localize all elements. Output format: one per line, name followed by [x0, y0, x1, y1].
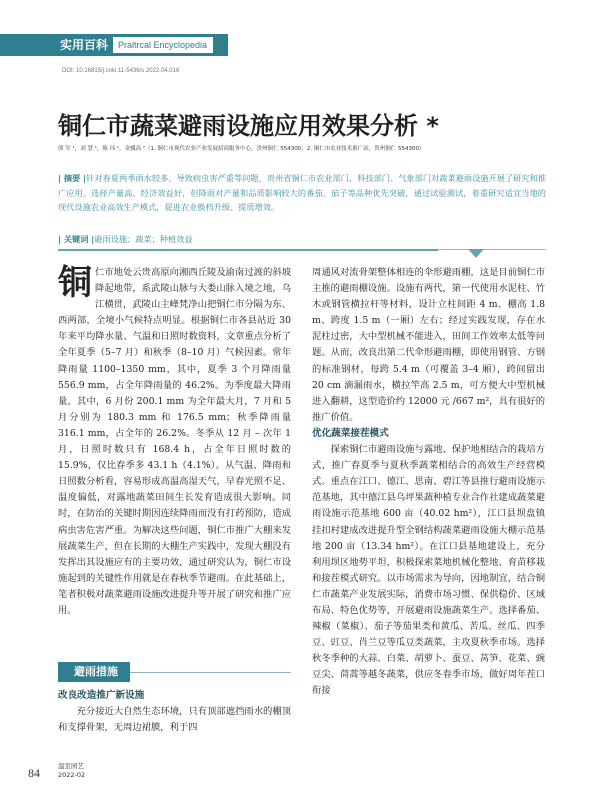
article-title: 铜仁市蔬菜避雨设施应用效果分析 *	[58, 112, 439, 140]
subhead-crop-rotation: 优化蔬菜接茬模式	[312, 427, 389, 439]
section-title: 避雨措施	[74, 665, 118, 678]
page-number: 84	[28, 766, 40, 780]
journal-name: 温室园艺	[58, 762, 84, 770]
subhead-new-facility: 改良改造推广新设施	[58, 690, 145, 701]
doi: DOI: 10.16815/j.cnki.11-5436/s.2022.04.016	[62, 68, 180, 74]
left-column-bottom	[58, 688, 291, 736]
keywords-label: | 关键词 |	[58, 234, 95, 244]
facility-paragraph: 充分接近大自然生态环境，只有顶部遮挡雨水的棚顶和支撑骨架，无周边裙膜，利于四	[58, 706, 291, 734]
rotation-paragraph: 探索铜仁市避雨设施与露地、保护地相结合的栽培方式，推广春夏季与夏秋季蔬菜相结合的高效生产经营模式。重点在江口、德江、思南、碧江等县推行避雨设施示范基地，其中德江县乌坪果蔬种植专业合作社建成蔬菜避雨设施示范基地 600 亩（40.02 hm²），江口县坝盘镇挂扣村建成改进提升型全钢结构蔬菜避雨设施大棚示范基地 200 亩（13.34 hm²）。在江口县基地建设上，充分利用坝区地势平坦，积极探索菜地机械化整地、育苗移栽和接茬模式研究。以市场需求为导向，因地制宜，结合铜仁市蔬菜产业发展实际，消费市场习惯、保供稳价、区域布局、特色优势等，开展避雨设施蔬菜生产。选择番茄、辣椒（菜椒）、茄子等茄果类和黄瓜、苦瓜、丝瓜、四季豆、豇豆、肖兰豆等瓜豆类蔬菜，主攻夏秋季市场。选择秋冬季种的大蒜、白菜、胡萝卜、蚕豆、莴笋、花菜、豌豆尖、茼蒿等越冬蔬菜，供应冬春季市场，做好周年茬口衔接	[312, 444, 545, 697]
abstract-text: 针对春夏两季雨水较多、导致病虫害严重等问题，贵州省铜仁市农业部门、科技部门、气象部门对蔬菜避雨设施开展了研究和推广应用。选择产量高、经济效益好，但降雨对产量和品质影响较大的番茄、茄子等品种优先突破，通过试验测试，着重研究适宜当地的现代设施农业高效生产模式，促进农业换档升级、提质增效。	[58, 173, 546, 212]
facility-paragraph-cont: 周通风对流骨架整体相连的伞形避雨棚，这是目前铜仁市主推的避雨棚设施。设施有两代，第一代使用水泥柱、竹木或钢管横拉杆等材料，设计立柱间距 4 m、棚高 1.8 m、跨度 1.5 m（一厢）左右；经过实践发现，存在水泥柱过密，大中型机械不能进入，田间工作效率太低等问题。从而，改良出第二代伞形避雨棚，即使用钢管、方钢的标准钢材，每跨 5.4 m（可覆盖 3–4 厢），跨间留出 20 cm 滴漏雨水，横拉竿高 2.5 m，可方便大中型机械进入翻耕，这型造价约 12000 元 /667 m²，具有很好的推广价值。	[312, 267, 545, 423]
intro-paragraph: 铜仁市地处云贵高原向湘西丘陵及渝南过渡的斜坡降起地带，系武陵山脉与大娄山脉入境之地，乌江横贯，武陵山主峰梵净山把铜仁市分隔为东、西两部，全境小气候特点明显。根据铜仁市各县站近 30 年来平均降水量、气温和日照时数资料，文章重点分析了全年夏季（5–7 月）和秋季（8–10 月）气候因素。常年降雨量 1100–1350 mm，其中，夏季 3 个月降雨量 556.9 mm，占全年降雨量的 46.2%。为季度最大降雨量，其中，6 月份 200.1 mm 为全年最大月，7 月和 5 月分别为 180.3 mm 和 176.5 mm；秋季降雨量 316.1 mm，占全年的 26.2%。冬季从 12 月 – 次年 1 月，日照时数只有 168.4 h，占全年日照时数的 15.9%，仅比春季多 43.1 h（4.1%）。从气温、降雨和日照数分析看，容易形成高温高湿天气，早春光照不足、温度偏低，对露地蔬菜田间生长发育造成很大影响。同时，在防治的关键时期因连续降雨而没有打药预防，造成病虫害危害严重。为解决这些问题，铜仁市推广大棚来发展蔬菜生产，但在长期的大棚生产实践中，发现大棚没有发挥出其设施应有的主要功效，通过研究认为，铜仁市设施起到的关键性作用就是在春秋季节避雨。在此基础上，笔者积极对蔬菜避雨设施改进提升等开展了研究和推广应用。	[58, 263, 291, 616]
divider-triangle	[468, 249, 484, 258]
journal-issue: 2022-02	[58, 771, 86, 779]
journal-info	[58, 762, 85, 780]
keywords	[58, 234, 546, 245]
abstract	[58, 171, 546, 215]
column-name-en: Praltrcal Encyclopedia	[118, 40, 208, 50]
header-divider-thick	[58, 249, 438, 251]
abstract-label: | 摘要 |	[58, 173, 87, 183]
left-column	[58, 265, 291, 619]
keywords-text: 避雨设施；蔬菜；种植效益	[94, 234, 193, 244]
right-column	[312, 265, 545, 700]
authors: 熊 军 ¹，刘 慧 ¹，陈 玮 ¹，金骥高 ²（1. 铜仁市现代农业产业发展招商服务中心，贵州铜仁 554300；2. 铜仁市农业技术推广站，贵州铜仁 554300）	[58, 146, 425, 152]
section-rule	[130, 672, 291, 673]
drop-cap: 铜	[58, 263, 92, 303]
column-name-cn: 实用百科	[60, 38, 109, 52]
